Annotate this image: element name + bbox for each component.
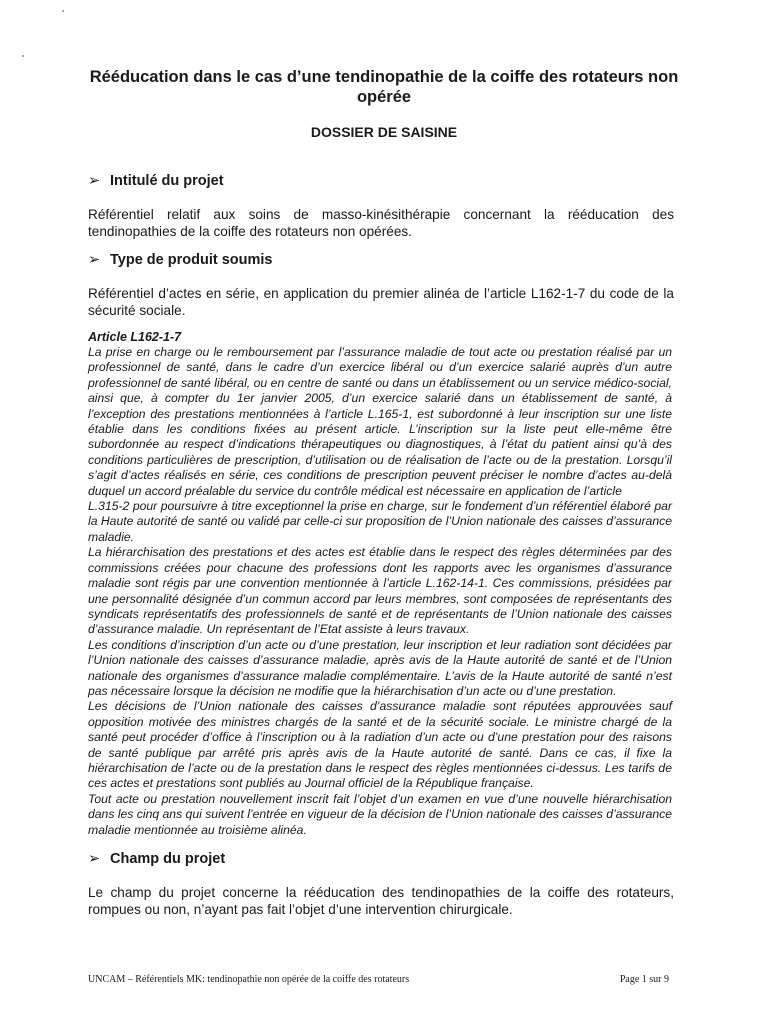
article-paragraph: Les conditions d’inscription d’un acte ou d’une prestation, leur inscription et leur radiation sont décidées par l’Union nationale des caisses d’assurance maladie, après avis de la Haute autorité de santé et de l’Union nationale des organismes d’assurance maladie complémentaire. L’avis de la Haute autorité de santé n’est pas nécessaire lorsque la décision ne modifie que la hiérarchisation d’un acte ou d’une prestation. <box>88 637 672 698</box>
section-heading-label: Intitulé du projet <box>110 173 224 189</box>
section-body-intitule: Référentiel relatif aux soins de masso-kinésithérapie concernant la rééducation des tendinopathies de la coiffe des rotateurs non opérées. <box>88 207 674 239</box>
bullet-arrow-icon: ➢ <box>88 173 101 189</box>
article-paragraph: L.315-2 pour poursuivre à titre exceptionnel la prise en charge, sur le fondement d’un référentiel élaboré par la Haute autorité de santé ou validé par celle-ci sur proposition de l’Union nationale des caisses d’assurance maladie. <box>88 499 672 544</box>
page-number: Page 1 sur 9 <box>619 974 669 985</box>
bullet-arrow-icon: ➢ <box>88 851 101 867</box>
bullet-arrow-icon: ➢ <box>88 252 101 268</box>
section-body-type: Référentiel d’actes en série, en application du premier alinéa de l’article L162-1-7 du code de la sécurité sociale. <box>88 286 674 318</box>
section-heading-champ <box>88 851 225 867</box>
section-body-champ: Le champ du projet concerne la rééducation des tendinopathies de la coiffe des rotateurs, rompues ou non, n’ayant pas fait l’objet d’une intervention chirurgicale. <box>88 885 674 917</box>
article-paragraph: Tout acte ou prestation nouvellement inscrit fait l’objet d’un examen en vue d’une nouvelle hiérarchisation dans les cinq ans qui suivent l’entrée en vigueur de la décision de l’Union nationale des caisses d’assurance maladie mentionnée au troisième alinéa. <box>88 791 673 837</box>
scan-speck <box>62 10 64 12</box>
section-heading-intitule <box>88 173 224 189</box>
article-paragraph: La prise en charge ou le remboursement par l’assurance maladie de tout acte ou prestation réalisé par un professionnel de santé, dans le cadre d’un exercice libéral ou d’un exercice salarié auprès d’un autre professionnel de santé libéral, ou en centre de santé ou dans un établissement ou un service médico-social, ainsi que, à compter du 1er janvier 2005, d’un exercice salarié dans un établissement de santé, à l’exception des prestations mentionnées à l’article L.165-1, est subordonné à leur inscription sur une liste établie dans les conditions fixées au présent article. L’inscription sur la liste peut elle-même être subordonnée au respect d’indications thérapeutiques ou diagnostiques, à l’état du patient ainsi qu’à des conditions particulières de prescription, d’utilisation ou de réalisation de l’acte ou de la prestation. Lorsqu’il s’agit d’actes réalisés en série, ces conditions de prescription peuvent préciser le nombre d’actes au-delà duquel un accord préalable du service du contrôle médical est nécessaire en application de l’article <box>88 345 672 498</box>
article-text <box>88 345 672 838</box>
footer-left: UNCAM – Référentiels MK: tendinopathie non opérée de la coiffe des rotateurs <box>88 974 410 985</box>
section-heading-label: Type de produit soumis <box>110 252 273 268</box>
document-title: Rééducation dans le cas d’une tendinopathie de la coiffe des rotateurs non opérée <box>89 68 679 106</box>
document-subtitle: DOSSIER DE SAISINE <box>310 124 458 140</box>
article-paragraph: Les décisions de l’Union nationale des caisses d’assurance maladie sont réputées approuvées sauf opposition motivée des ministres chargés de la santé et de la sécurité sociale. Le ministre chargé de la santé peut procéder d’office à l’inscription ou à la radiation d’un acte ou d’une prestation pour des raisons de santé publique par arrêté pris après avis de la Haute autorité de santé. Dans ce cas, il fixe la hiérarchisation de l’acte ou de la prestation dans le respect des règles mentionnées ci-dessus. Les tarifs de ces actes et prestations sont publiés au Journal officiel de la République française. <box>88 699 672 791</box>
scan-speck <box>22 55 24 57</box>
section-heading-label: Champ du projet <box>110 851 226 867</box>
article-title: Article L162-1-7 <box>88 330 182 344</box>
article-paragraph: La hiérarchisation des prestations et des actes est établie dans le respect des règles déterminées par des commissions créées pour chacune des professions dont les rapports avec les organismes d’assurance maladie sont régis par une convention mentionnée à l’article L.162-14-1. Ces commissions, présidées par une personnalité désignée d’un commun accord par leurs membres, sont composées de représentants des syndicats représentatifs des professionnels de santé et de représentants de l’Union nationale des caisses d’assurance maladie. Un représentant de l’Etat assiste à leurs travaux. <box>88 545 672 637</box>
section-heading-type <box>88 252 272 268</box>
